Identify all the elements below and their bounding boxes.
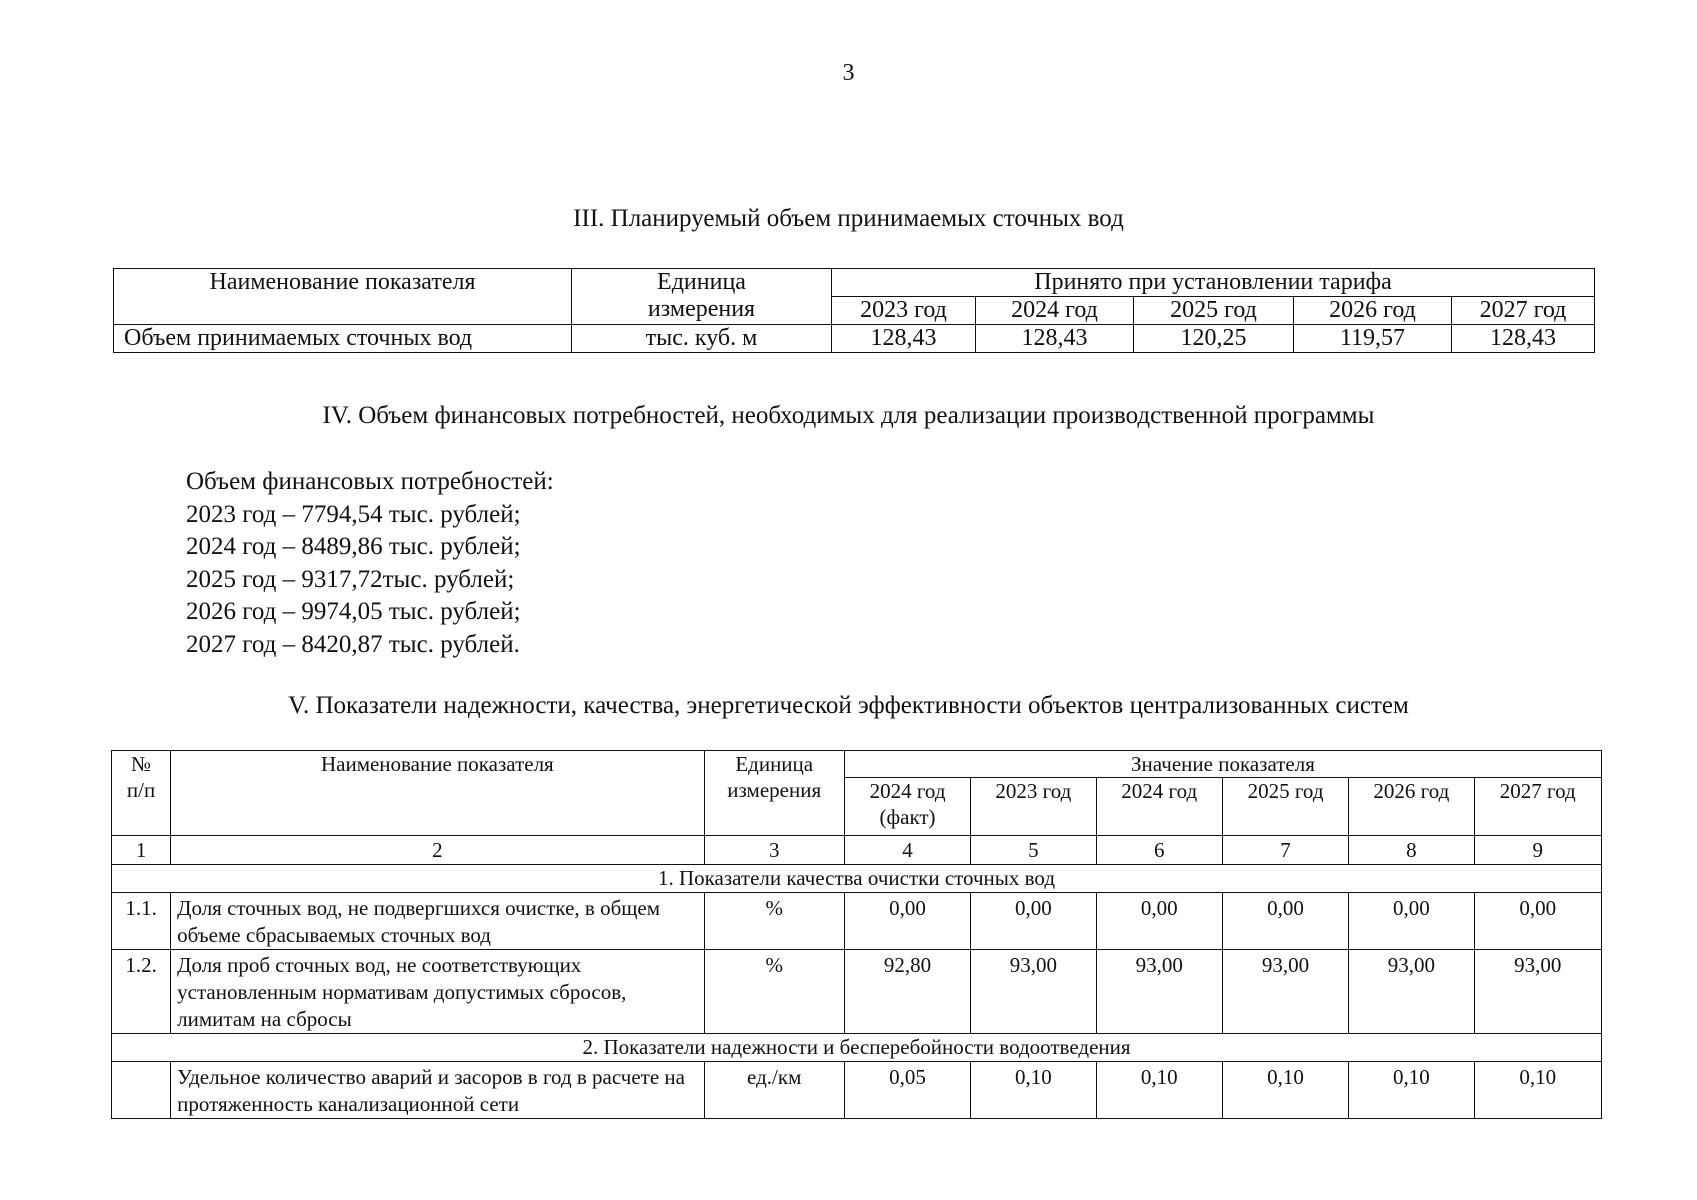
row-name: Объем принимаемых сточных вод [114, 325, 572, 353]
header-year: 2025 год [1222, 778, 1348, 836]
table-row [112, 893, 1602, 950]
header-year: 2024 год [1096, 778, 1222, 836]
column-number: 6 [1096, 836, 1222, 865]
financial-needs-heading: Объем финансовых потребностей: [186, 468, 554, 495]
column-number: 7 [1222, 836, 1348, 865]
financial-needs-line: 2023 год – 7794,54 тыс. рублей; [186, 500, 521, 528]
table-wastewater-volume [113, 268, 1595, 353]
row-num: 1.2. [112, 950, 171, 1034]
header-unit: Единица измерения [704, 751, 844, 836]
row-value: 0,05 [844, 1062, 970, 1119]
page-number: 3 [842, 60, 855, 86]
column-number: 8 [1349, 836, 1474, 865]
row-value: 92,80 [844, 950, 970, 1034]
financial-needs-line: 2025 год – 9317,72тыс. рублей; [186, 565, 515, 593]
column-number: 2 [171, 836, 704, 865]
section-5-title: V. Показатели надежности, качества, энергетической эффективности объектов централизованных систем [288, 692, 1409, 719]
row-value: 0,10 [1349, 1062, 1474, 1119]
financial-needs-list [186, 466, 554, 661]
row-unit: % [704, 893, 844, 950]
header-year: 2023 год [832, 297, 976, 325]
row-value: 119,57 [1294, 325, 1452, 353]
row-value: 0,00 [844, 893, 970, 950]
row-value: 128,43 [1452, 325, 1595, 353]
group-title-row [112, 865, 1602, 893]
header-group: Значение показателя [844, 751, 1601, 778]
financial-needs-line: 2026 год – 9974,05 тыс. рублей; [186, 598, 521, 625]
header-num: № п/п [112, 751, 171, 836]
row-value: 93,00 [1222, 950, 1348, 1034]
header-year: 2027 год [1474, 778, 1601, 836]
financial-needs-line: 2027 год – 8420,87 тыс. рублей. [186, 630, 520, 658]
header-name: Наименование показателя [171, 751, 704, 836]
header-year: 2027 год [1452, 297, 1595, 325]
group-title: 2. Показатели надежности и бесперебойности водоотведения [112, 1034, 1602, 1062]
section-4-title: IV. Объем финансовых потребностей, необходимых для реализации производственной программы [322, 402, 1375, 429]
column-number-row [112, 836, 1602, 865]
header-unit: Единица измерения [572, 269, 832, 325]
column-number: 3 [704, 836, 844, 865]
row-value: 0,10 [1474, 1062, 1601, 1119]
row-unit: ед./км [704, 1062, 844, 1119]
row-value: 0,00 [1096, 893, 1222, 950]
header-year: 2026 год [1349, 778, 1474, 836]
row-value: 0,10 [1096, 1062, 1222, 1119]
row-value: 128,43 [832, 325, 976, 353]
row-unit: % [704, 950, 844, 1034]
row-value: 0,10 [1222, 1062, 1348, 1119]
table-indicators [111, 750, 1602, 1119]
row-value: 93,00 [1474, 950, 1601, 1034]
column-number: 5 [971, 836, 1096, 865]
group-title-row [112, 1034, 1602, 1062]
row-value: 0,00 [971, 893, 1096, 950]
header-year: 2024 год [976, 297, 1134, 325]
table-row [112, 1062, 1602, 1119]
row-value: 0,00 [1349, 893, 1474, 950]
header-group: Принято при установлении тарифа [832, 269, 1595, 297]
row-value: 0,10 [971, 1062, 1096, 1119]
header-name: Наименование показателя [114, 269, 572, 325]
table-row [114, 325, 1595, 353]
table-header-row [114, 269, 1595, 297]
header-year: 2025 год [1134, 297, 1294, 325]
row-name: Доля сточных вод, не подвергшихся очистке, в общем объеме сбрасываемых сточных вод [171, 893, 704, 950]
row-unit: тыс. куб. м [572, 325, 832, 353]
column-number: 1 [112, 836, 171, 865]
row-num [112, 1062, 171, 1119]
header-year: 2023 год [971, 778, 1096, 836]
row-value: 0,00 [1222, 893, 1348, 950]
row-value: 93,00 [1096, 950, 1222, 1034]
row-num: 1.1. [112, 893, 171, 950]
section-3-title: III. Планируемый объем принимаемых сточных вод [573, 205, 1124, 232]
row-value: 93,00 [971, 950, 1096, 1034]
row-value: 120,25 [1134, 325, 1294, 353]
header-year: 2024 год (факт) [844, 778, 970, 836]
header-year: 2026 год [1294, 297, 1452, 325]
table-header-row [112, 751, 1602, 778]
row-name: Доля проб сточных вод, не соответствующих установленным нормативам допустимых сбросов, лимитам на сбросы [171, 950, 704, 1034]
column-number: 4 [844, 836, 970, 865]
table-row [112, 950, 1602, 1034]
row-value: 0,00 [1474, 893, 1601, 950]
row-value: 93,00 [1349, 950, 1474, 1034]
row-value: 128,43 [976, 325, 1134, 353]
group-title: 1. Показатели качества очистки сточных вод [112, 865, 1602, 893]
financial-needs-line: 2024 год – 8489,86 тыс. рублей; [186, 533, 521, 560]
row-name: Удельное количество аварий и засоров в год в расчете на протяженность канализационной сети [171, 1062, 704, 1119]
column-number: 9 [1474, 836, 1601, 865]
